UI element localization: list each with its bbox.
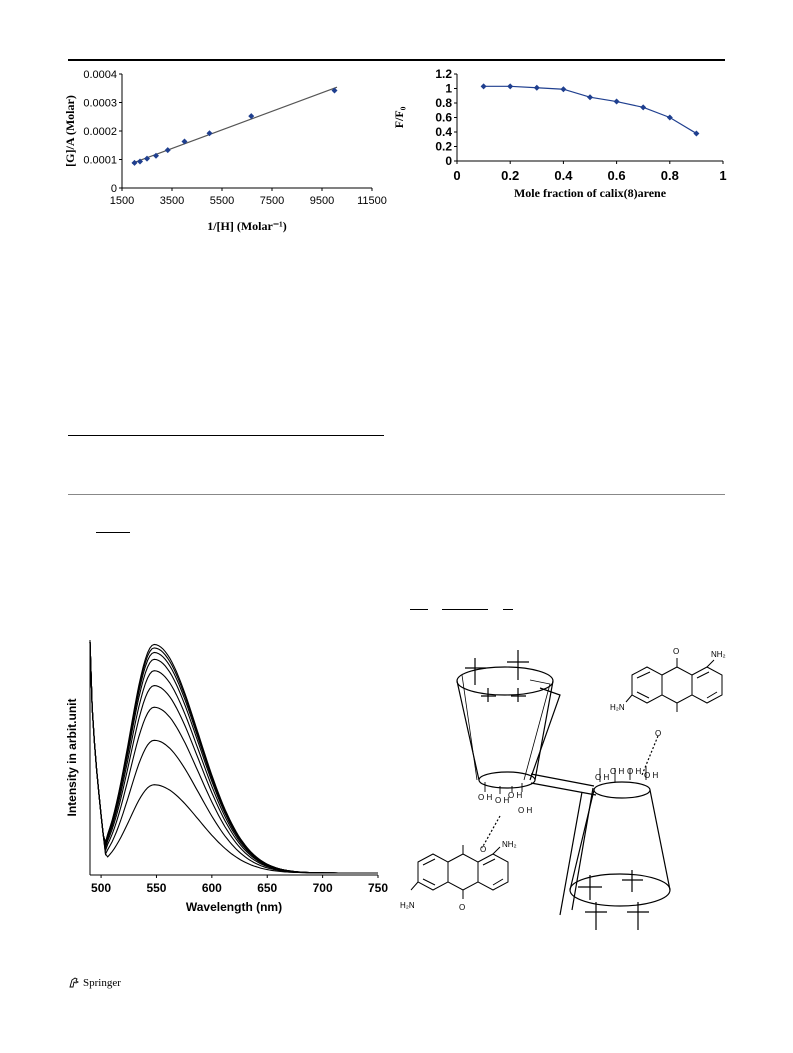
data-point xyxy=(534,85,540,91)
label-o-bot-carbonyl: O xyxy=(459,903,466,912)
data-point xyxy=(614,99,620,105)
series-line xyxy=(484,86,697,133)
y-tick-label: 0.4 xyxy=(435,125,452,139)
label-nh2-bot: NH₂ xyxy=(502,840,517,849)
label-oh8: O H xyxy=(644,771,659,780)
label-oh2: O H xyxy=(495,796,510,805)
x-tick-label: 11500 xyxy=(357,195,387,207)
x-tick-label: 7500 xyxy=(259,195,285,207)
y-tick-label: 1 xyxy=(445,81,452,96)
label-o-top: O xyxy=(673,647,680,656)
data-point xyxy=(132,160,138,166)
y-axis-label: F/F₀ xyxy=(392,106,406,129)
label-h2n-bot: H₂N xyxy=(400,901,415,910)
y-tick-label: 0.0002 xyxy=(83,126,117,138)
calixarene-cone-right xyxy=(570,782,670,930)
y-tick-label: 0.6 xyxy=(435,110,452,125)
label-o-top-carbonyl: O xyxy=(655,729,662,738)
y-tick-label: 1.2 xyxy=(435,67,452,81)
x-tick-label: 650 xyxy=(257,881,278,895)
anthraquinone-bottom xyxy=(411,845,508,899)
x-axis-label: 1/[H] (Molar⁻¹) xyxy=(207,219,287,233)
y-tick-label: 0 xyxy=(110,183,117,195)
job-plot-chart xyxy=(385,64,730,214)
data-point xyxy=(481,83,487,89)
bridge xyxy=(524,680,596,915)
x-tick-label: 550 xyxy=(146,881,167,895)
x-tick-label: 0.2 xyxy=(501,168,520,183)
y-axis-label: [G]/A (Molar) xyxy=(63,95,77,167)
y-tick-label: 0 xyxy=(445,154,452,168)
data-point xyxy=(560,86,566,92)
x-tick-label: 9500 xyxy=(309,195,335,207)
data-point xyxy=(587,94,593,100)
calixarene-cone-left xyxy=(457,650,553,788)
y-tick-label: 0.0003 xyxy=(83,97,117,110)
x-tick-label: 0.4 xyxy=(554,168,573,183)
data-point xyxy=(165,147,171,153)
y-axis-label: Intensity in arbit.unit xyxy=(65,698,79,817)
short-rule-1 xyxy=(96,532,130,533)
x-tick-label: 700 xyxy=(312,881,333,895)
label-oh7: O H xyxy=(627,767,642,776)
calixarene-complex-diagram xyxy=(400,640,730,935)
x-tick-label: 1 xyxy=(719,168,727,183)
x-tick-label: 0.8 xyxy=(660,168,679,183)
x-tick-label: 500 xyxy=(91,881,112,895)
x-axis-label: Wavelength (nm) xyxy=(185,900,283,914)
label-oh5: O H xyxy=(595,773,610,782)
data-point xyxy=(667,115,673,121)
short-rule-2 xyxy=(410,609,428,610)
short-rule-4 xyxy=(503,609,513,610)
anthraquinone-top xyxy=(626,658,722,712)
footer xyxy=(68,976,121,989)
label-h2n-top: H₂N xyxy=(610,703,625,712)
x-tick-label: 0 xyxy=(453,168,461,183)
footnote-rule xyxy=(68,435,384,436)
x-tick-label: 1500 xyxy=(109,195,135,207)
data-point xyxy=(507,83,513,89)
x-tick-label: 750 xyxy=(367,881,389,895)
springer-horse-icon xyxy=(68,976,80,988)
y-tick-label: 0.0001 xyxy=(83,154,117,167)
x-tick-label: 0.6 xyxy=(607,168,626,183)
benesi-hildebrand-chart xyxy=(60,64,395,244)
label-o-bot: O xyxy=(480,845,487,854)
y-tick-label: 0.8 xyxy=(435,96,452,110)
y-tick-label: 0.0004 xyxy=(83,69,117,81)
label-oh6: O H xyxy=(610,767,625,776)
y-tick-label: 0.2 xyxy=(435,139,452,154)
fluorescence-spectra-chart xyxy=(60,635,390,920)
label-nh2-top: NH₂ xyxy=(711,650,726,659)
publisher-name: Springer xyxy=(83,977,121,989)
label-oh3: O H xyxy=(508,791,523,800)
x-tick-label: 5500 xyxy=(209,195,235,207)
data-point xyxy=(640,104,646,110)
label-oh1: O H xyxy=(478,793,493,802)
trendline xyxy=(132,87,337,163)
header-rule xyxy=(68,59,725,61)
x-axis-label: Mole fraction of calix(8)arene xyxy=(513,186,667,200)
spectrum-curve xyxy=(90,642,378,873)
section-rule xyxy=(68,494,725,495)
data-point xyxy=(693,130,699,136)
x-tick-label: 3500 xyxy=(159,195,185,207)
label-oh4: O H xyxy=(518,806,533,815)
short-rule-3 xyxy=(442,609,488,610)
x-tick-label: 600 xyxy=(201,881,222,895)
